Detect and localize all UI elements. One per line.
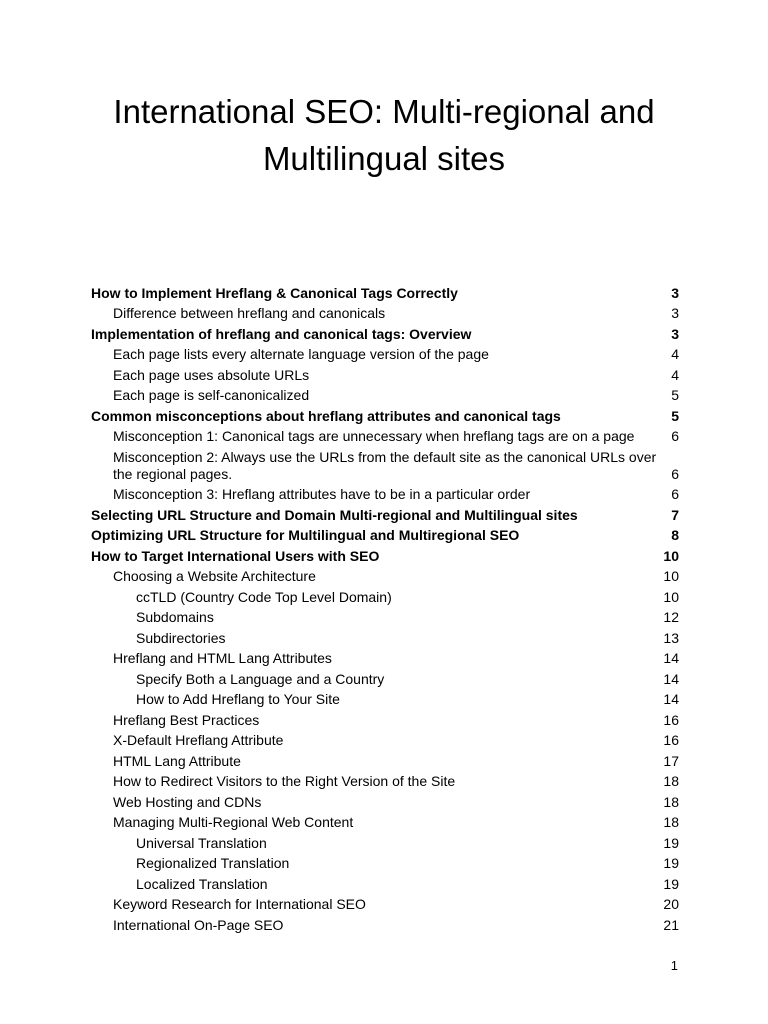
toc-entry[interactable]: [91, 608, 679, 629]
title-line-2: Multilingual sites: [262, 140, 506, 177]
toc-entry-label: How to Add Hreflang to Your Site: [136, 691, 340, 708]
toc-entry-label: Hreflang and HTML Lang Attributes: [113, 650, 332, 667]
toc-entry[interactable]: [91, 324, 679, 345]
toc-entry-label: Choosing a Website Architecture: [113, 568, 316, 585]
toc-entry-page: 14: [663, 691, 679, 708]
toc-entry-label: How to Redirect Visitors to the Right Version of the Site: [113, 773, 456, 790]
page-title: [84, 88, 684, 182]
toc-entry-page: 19: [663, 875, 679, 892]
toc-entry-page: 7: [671, 506, 679, 523]
toc-entry[interactable]: [91, 386, 679, 407]
toc-entry[interactable]: [91, 526, 679, 547]
toc-entry[interactable]: [91, 772, 679, 793]
toc-entry-label: Implementation of hreflang and canonical tags: Overview: [91, 325, 472, 342]
toc-entry-page: 16: [663, 711, 679, 728]
toc-entry[interactable]: [91, 283, 679, 304]
toc-entry-page: 4: [671, 346, 679, 363]
toc-entry-label: Each page is self-canonicalized: [113, 387, 310, 404]
toc-entry-page: 10: [663, 547, 679, 564]
toc-entry[interactable]: [91, 505, 679, 526]
toc-entry-label: Specify Both a Language and a Country: [136, 670, 385, 687]
toc-entry[interactable]: [91, 447, 679, 485]
title-line-1: International SEO: Multi-regional and: [113, 93, 655, 130]
toc-entry[interactable]: [91, 427, 679, 448]
toc-entry-label: Selecting URL Structure and Domain Multi-regional and Multilingual sites: [91, 506, 578, 523]
toc-entry-label: Universal Translation: [136, 834, 267, 851]
toc-entry-page: 19: [663, 834, 679, 851]
toc-entry[interactable]: [91, 710, 679, 731]
toc-entry[interactable]: [91, 485, 679, 506]
toc-entry[interactable]: [91, 567, 679, 588]
toc-entry-label: International On-Page SEO: [113, 916, 284, 933]
toc-entry[interactable]: [91, 649, 679, 670]
toc-entry-label: Subdirectories: [136, 629, 226, 646]
toc-entry-label: Hreflang Best Practices: [113, 711, 260, 728]
toc-entry-page: 3: [671, 284, 679, 301]
toc-entry-page: 18: [663, 793, 679, 810]
toc-entry-label: Each page uses absolute URLs: [113, 366, 310, 383]
page-number: 1: [670, 958, 678, 973]
toc-entry[interactable]: [91, 669, 679, 690]
toc-entry[interactable]: [91, 895, 679, 916]
toc-entry-page: 10: [663, 568, 679, 585]
toc-entry[interactable]: [91, 751, 679, 772]
toc-entry-label: Misconception 2: Always use the URLs from the default site as the canonical URLs over the regional pages.: [113, 448, 657, 482]
toc-entry-page: 6: [671, 465, 679, 482]
toc-entry-page: 6: [671, 428, 679, 445]
toc-entry-page: 21: [663, 916, 679, 933]
toc-entry[interactable]: [91, 854, 679, 875]
toc-entry-page: 20: [663, 896, 679, 913]
toc-entry[interactable]: [91, 406, 679, 427]
toc-entry[interactable]: [91, 546, 679, 567]
toc-entry-page: 14: [663, 670, 679, 687]
toc-entry[interactable]: [91, 915, 679, 936]
toc-entry-page: 3: [671, 305, 679, 322]
toc-entry-page: 5: [671, 387, 679, 404]
toc-entry-label: X-Default Hreflang Attribute: [113, 732, 284, 749]
toc-entry-label: Subdomains: [136, 609, 214, 626]
toc-entry-page: 4: [671, 366, 679, 383]
toc-entry[interactable]: [91, 365, 679, 386]
toc-entry[interactable]: [91, 833, 679, 854]
toc-entry-label: How to Target International Users with SEO: [91, 547, 380, 564]
toc-entry-page: 3: [671, 325, 679, 342]
toc-entry-label: Difference between hreflang and canonicals: [113, 305, 386, 322]
toc-entry-page: 14: [663, 650, 679, 667]
toc-entry-page: 17: [663, 752, 679, 769]
toc-entry-page: 13: [663, 629, 679, 646]
toc-entry[interactable]: [91, 731, 679, 752]
toc-entry-label: How to Implement Hreflang & Canonical Tags Correctly: [91, 284, 458, 301]
toc-entry-label: Regionalized Translation: [136, 855, 290, 872]
toc-entry[interactable]: [91, 628, 679, 649]
toc-entry-page: 8: [671, 527, 679, 544]
toc-entry-label: Managing Multi-Regional Web Content: [113, 814, 354, 831]
toc-entry-label: Common misconceptions about hreflang attributes and canonical tags: [91, 407, 561, 424]
toc-entry[interactable]: [91, 690, 679, 711]
table-of-contents: [91, 283, 679, 936]
toc-entry-page: 18: [663, 773, 679, 790]
toc-entry[interactable]: [91, 587, 679, 608]
toc-entry-page: 6: [671, 486, 679, 503]
toc-entry-page: 19: [663, 855, 679, 872]
toc-entry-page: 12: [663, 609, 679, 626]
toc-entry-label: Misconception 1: Canonical tags are unnecessary when hreflang tags are on a page: [113, 428, 635, 445]
toc-entry-label: Each page lists every alternate language version of the page: [113, 346, 489, 363]
toc-entry[interactable]: [91, 304, 679, 325]
toc-entry[interactable]: [91, 874, 679, 895]
toc-entry[interactable]: [91, 792, 679, 813]
toc-entry[interactable]: [91, 813, 679, 834]
toc-entry-page: 16: [663, 732, 679, 749]
toc-entry-label: HTML Lang Attribute: [113, 752, 241, 769]
toc-entry-label: ccTLD (Country Code Top Level Domain): [136, 588, 392, 605]
toc-entry-label: Localized Translation: [136, 875, 268, 892]
toc-entry-page: 10: [663, 588, 679, 605]
toc-entry-label: Optimizing URL Structure for Multilingual and Multiregional SEO: [91, 527, 520, 544]
toc-entry-label: Keyword Research for International SEO: [113, 896, 366, 913]
toc-entry-page: 5: [671, 407, 679, 424]
toc-entry-page: 18: [663, 814, 679, 831]
toc-entry-label: Web Hosting and CDNs: [113, 793, 262, 810]
toc-entry[interactable]: [91, 345, 679, 366]
toc-entry-label: Misconception 3: Hreflang attributes have to be in a particular order: [113, 486, 531, 503]
